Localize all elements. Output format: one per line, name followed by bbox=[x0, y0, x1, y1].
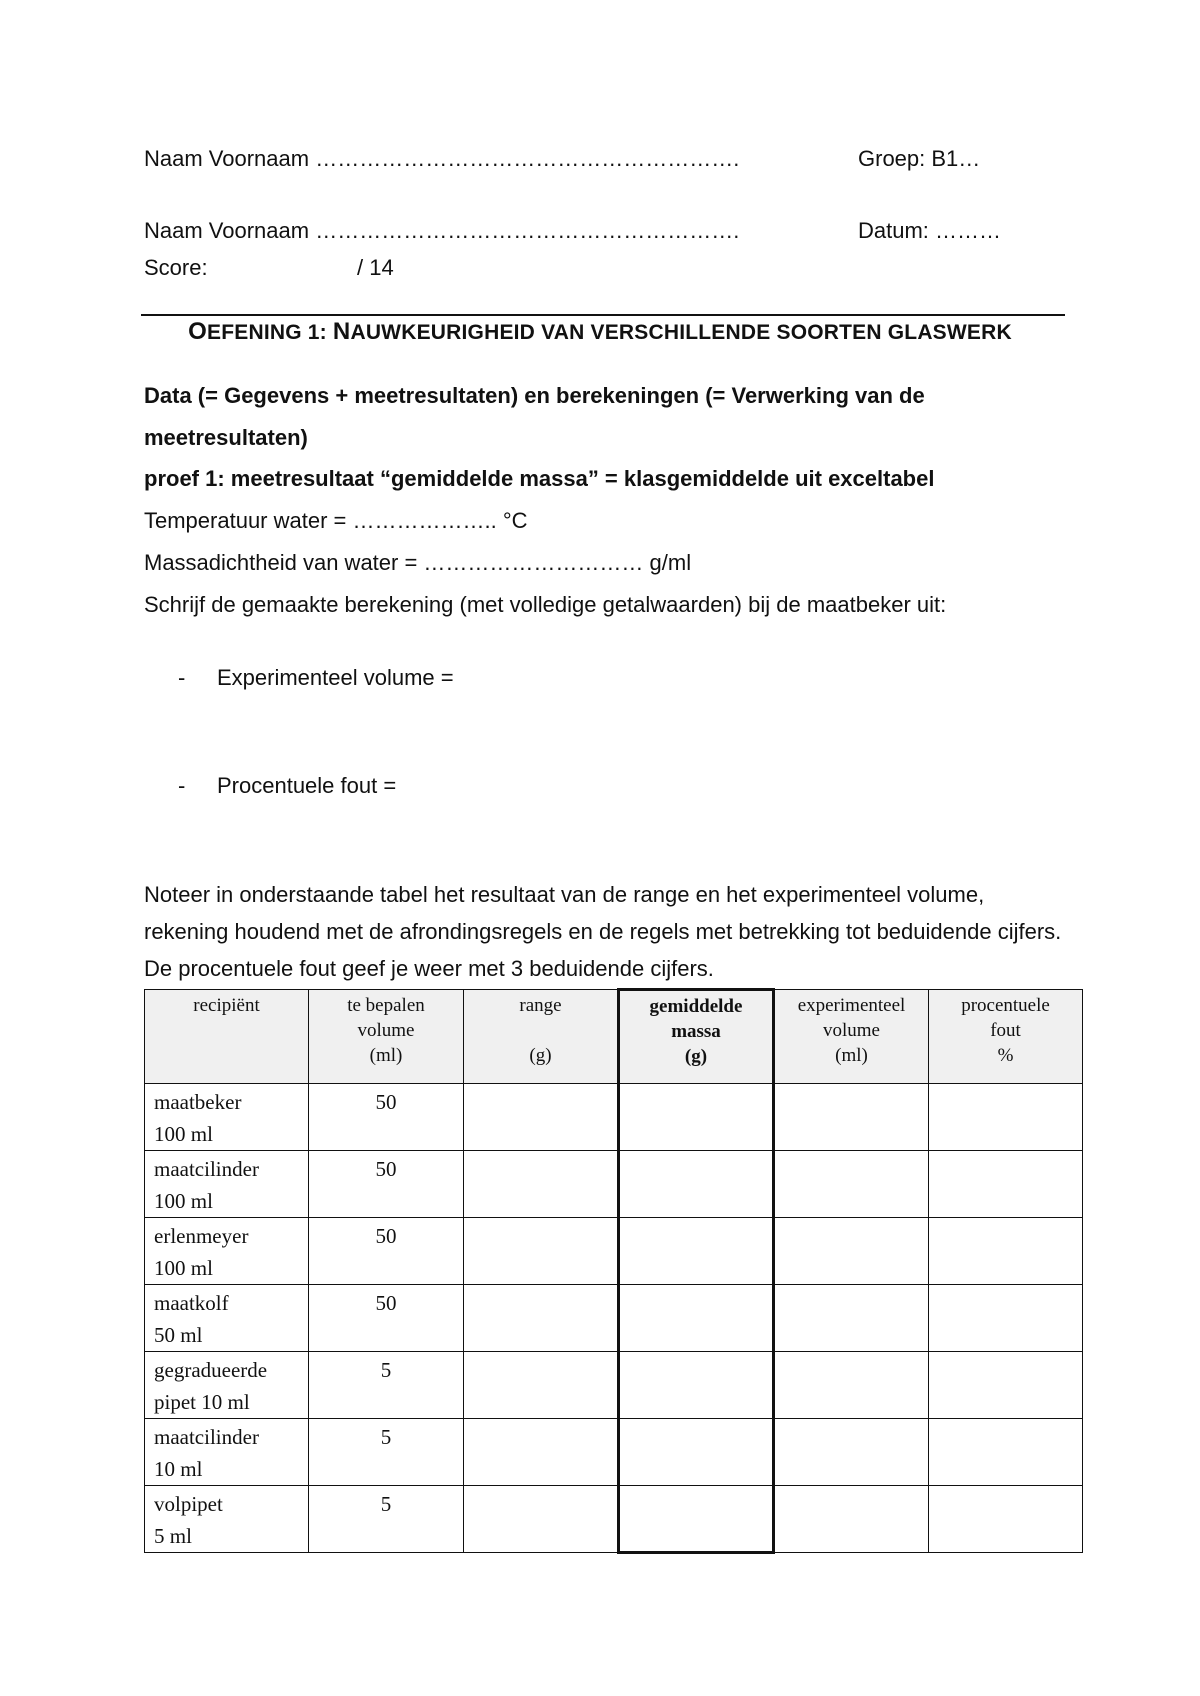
recipient-cell: maatcilinder 10 ml bbox=[145, 1419, 309, 1486]
experimental-volume-input-cell[interactable] bbox=[774, 1151, 929, 1218]
volume-cell: 50 bbox=[309, 1218, 464, 1285]
table-intro: Noteer in onderstaande tabel het resultaat van de range en het experimenteel volume, rekening houdend met de afrondingsregels en de regels met betrekking tot beduidende cijfers. De procentuele fout geef je weer met 3 beduidende cijfers. bbox=[144, 882, 1062, 981]
average-mass-input-cell[interactable] bbox=[619, 1419, 774, 1486]
score-label: Score: bbox=[144, 255, 208, 280]
experimental-volume-input-cell[interactable] bbox=[774, 1218, 929, 1285]
calc-instruction: Schrijf de gemaakte berekening (met volledige getalwaarden) bij de maatbeker uit: bbox=[144, 592, 947, 617]
col-header-average-mass: gemiddelde massa (g) bbox=[619, 990, 774, 1084]
density-line: Massadichtheid van water = ………………………… g/ml bbox=[144, 550, 692, 575]
average-mass-input-cell[interactable] bbox=[619, 1285, 774, 1352]
name-dots-2: …………………………………………………. bbox=[315, 218, 740, 243]
table-row bbox=[145, 1084, 1083, 1151]
table-row bbox=[145, 1218, 1083, 1285]
recipient-cell: erlenmeyer 100 ml bbox=[145, 1218, 309, 1285]
name-label-1: Naam Voornaam bbox=[144, 146, 310, 171]
name-field-2[interactable] bbox=[144, 218, 739, 244]
title-rule bbox=[141, 314, 1065, 316]
col-header-percentage-error: procentuele fout % bbox=[929, 990, 1083, 1084]
proef-heading: proef 1: meetresultaat “gemiddelde massa” = klasgemiddelde uit exceltabel bbox=[144, 466, 935, 491]
datum-field[interactable]: Datum: ……… bbox=[858, 218, 1002, 243]
col-header-volume: te bepalen volume (ml) bbox=[309, 990, 464, 1084]
col-header-range: range (g) bbox=[464, 990, 619, 1084]
table-row bbox=[145, 1419, 1083, 1486]
range-input-cell[interactable] bbox=[464, 1352, 619, 1419]
percentage-error-input-cell[interactable] bbox=[929, 1486, 1083, 1553]
exercise-title: OEFENING 1: NAUWKEURIGHEID VAN VERSCHILLENDE SOORTEN GLASWERK bbox=[188, 318, 1012, 345]
range-input-cell[interactable] bbox=[464, 1084, 619, 1151]
average-mass-input-cell[interactable] bbox=[619, 1352, 774, 1419]
col-header-experimental-volume: experimenteel volume (ml) bbox=[774, 990, 929, 1084]
percentage-error-input-cell[interactable] bbox=[929, 1419, 1083, 1486]
range-input-cell[interactable] bbox=[464, 1151, 619, 1218]
table-row bbox=[145, 1352, 1083, 1419]
recipient-cell: volpipet 5 ml bbox=[145, 1486, 309, 1553]
recipient-cell: maatcilinder 100 ml bbox=[145, 1151, 309, 1218]
temperature-line: Temperatuur water = ……………….. °C bbox=[144, 508, 528, 533]
volume-cell: 50 bbox=[309, 1151, 464, 1218]
experimental-volume-input-cell[interactable] bbox=[774, 1419, 929, 1486]
experimental-volume-input-cell[interactable] bbox=[774, 1352, 929, 1419]
experimental-volume-input-cell[interactable] bbox=[774, 1486, 929, 1553]
table-header-row bbox=[145, 990, 1083, 1084]
results-table bbox=[144, 988, 1083, 1554]
percentage-error-input-cell[interactable] bbox=[929, 1285, 1083, 1352]
range-input-cell[interactable] bbox=[464, 1419, 619, 1486]
recipient-cell: gegradueerde pipet 10 ml bbox=[145, 1352, 309, 1419]
col-header-recipient: recipiënt bbox=[145, 990, 309, 1084]
bullet-marker: - bbox=[178, 665, 186, 690]
average-mass-input-cell[interactable] bbox=[619, 1486, 774, 1553]
average-mass-input-cell[interactable] bbox=[619, 1151, 774, 1218]
average-mass-input-cell[interactable] bbox=[619, 1218, 774, 1285]
volume-cell: 50 bbox=[309, 1285, 464, 1352]
range-input-cell[interactable] bbox=[464, 1218, 619, 1285]
range-input-cell[interactable] bbox=[464, 1285, 619, 1352]
table-row bbox=[145, 1285, 1083, 1352]
groep-field[interactable]: Groep: B1… bbox=[858, 146, 981, 171]
name-dots-1: …………………………………………………. bbox=[315, 146, 740, 171]
experimental-volume-label: Experimenteel volume = bbox=[217, 665, 454, 690]
volume-cell: 5 bbox=[309, 1419, 464, 1486]
data-heading: Data (= Gegevens + meetresultaten) en berekeningen (= Verwerking van de meetresultaten) bbox=[144, 383, 925, 450]
recipient-cell: maatkolf 50 ml bbox=[145, 1285, 309, 1352]
volume-cell: 50 bbox=[309, 1084, 464, 1151]
table-row bbox=[145, 1151, 1083, 1218]
bullet-marker: - bbox=[178, 773, 186, 798]
name-label-2: Naam Voornaam bbox=[144, 218, 310, 243]
percentage-error-input-cell[interactable] bbox=[929, 1218, 1083, 1285]
percentage-error-input-cell[interactable] bbox=[929, 1352, 1083, 1419]
volume-cell: 5 bbox=[309, 1352, 464, 1419]
table-row bbox=[145, 1486, 1083, 1553]
percentage-error-label: Procentuele fout = bbox=[217, 773, 397, 798]
recipient-cell: maatbeker 100 ml bbox=[145, 1084, 309, 1151]
experimental-volume-input-cell[interactable] bbox=[774, 1285, 929, 1352]
average-mass-input-cell[interactable] bbox=[619, 1084, 774, 1151]
range-input-cell[interactable] bbox=[464, 1486, 619, 1553]
experimental-volume-input-cell[interactable] bbox=[774, 1084, 929, 1151]
volume-cell: 5 bbox=[309, 1486, 464, 1553]
percentage-error-input-cell[interactable] bbox=[929, 1151, 1083, 1218]
score-total: / 14 bbox=[357, 255, 394, 280]
percentage-error-input-cell[interactable] bbox=[929, 1084, 1083, 1151]
name-field-1[interactable] bbox=[144, 146, 739, 172]
